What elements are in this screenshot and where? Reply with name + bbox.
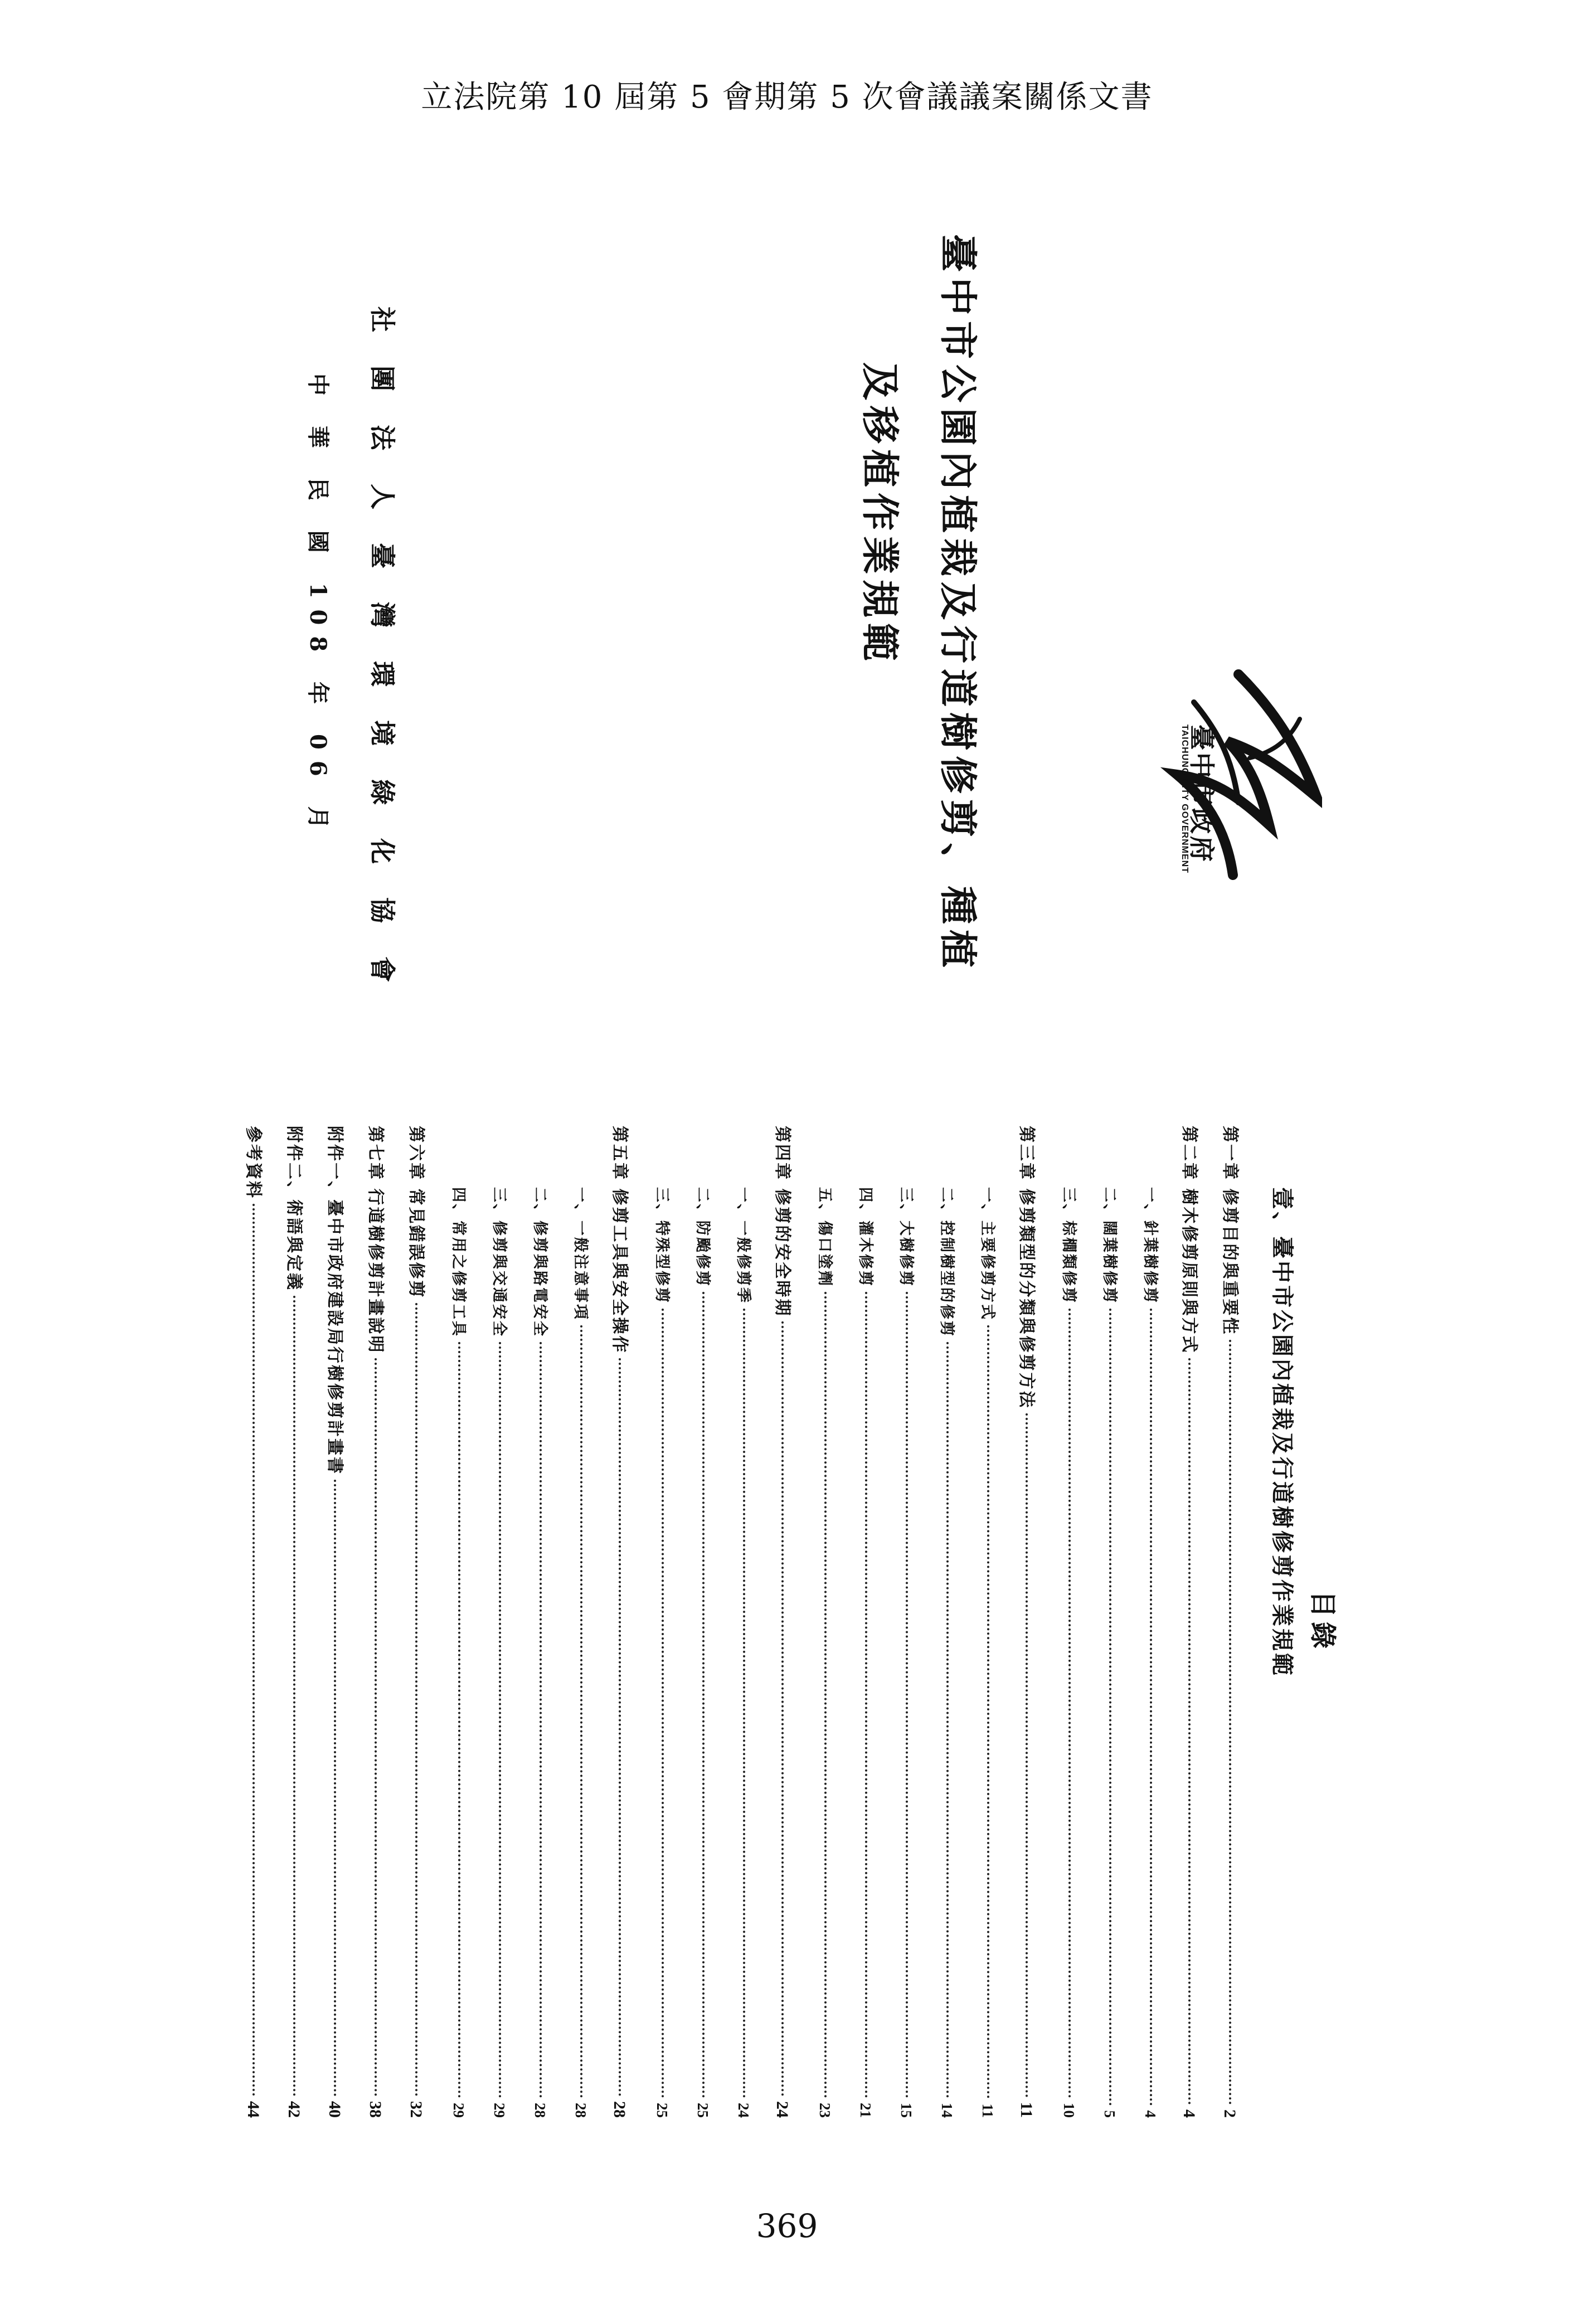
toc-entry-label: 一、一般修剪季 <box>735 1187 752 1304</box>
toc-entry-label: 五、傷口塗劑 <box>816 1187 833 1287</box>
toc-leader-dots <box>1026 1413 1028 2097</box>
toc-leader-dots <box>293 1296 295 2097</box>
toc-entry <box>1220 1126 1244 2118</box>
toc-entry-label: 四、常用之修剪工具 <box>450 1187 467 1338</box>
table-of-contents <box>230 1126 1344 2118</box>
toc-entry-page: 10 <box>1061 2103 1077 2118</box>
toc-entry-page: 2 <box>1221 2109 1239 2118</box>
logo-text: 臺中市政府 <box>1187 725 1217 864</box>
toc-entry <box>731 1126 756 2118</box>
toc-entry-page: 44 <box>244 2101 263 2118</box>
toc-leader-dots <box>743 1309 745 2098</box>
toc-leader-dots <box>702 1292 705 2098</box>
toc-entry <box>1016 1126 1041 2118</box>
cover-date: 中 華 民 國 108 年 06 月 <box>305 373 331 840</box>
cover-title-line2: 及移植作業規範 <box>857 362 902 667</box>
toc-entry-page: 24 <box>773 2101 791 2118</box>
toc-entry <box>813 1126 837 2118</box>
toc-leader-dots <box>1068 1309 1071 2098</box>
toc-entry <box>284 1126 308 2118</box>
toc-entry-label: 三、修剪與交通安全 <box>490 1187 508 1338</box>
toc-entry-label: 第四章 修剪的安全時期 <box>773 1126 792 1317</box>
toc-entry-label: 二、防颱修剪 <box>694 1187 711 1287</box>
toc-entry-label: 第七章 行道樹修剪計畫說明 <box>366 1126 385 1354</box>
toc-entry-page: 29 <box>450 2103 467 2118</box>
toc-heading: 目錄 <box>1307 1590 1338 1653</box>
toc-entry <box>324 1126 349 2118</box>
toc-entry-page: 25 <box>694 2103 711 2118</box>
toc-entry <box>1097 1126 1122 2118</box>
toc-entry-page: 15 <box>898 2103 915 2118</box>
toc-entry <box>609 1126 634 2118</box>
toc-entry <box>1179 1126 1203 2118</box>
toc-entry <box>487 1126 512 2118</box>
cover-page <box>230 234 1344 1070</box>
toc-entry-label: 三、大樹修剪 <box>897 1187 915 1287</box>
toc-entry-label: 一、主要修剪方式 <box>979 1187 996 1321</box>
toc-leader-dots <box>1229 1340 1231 2105</box>
toc-entry <box>365 1126 390 2118</box>
toc-leader-dots <box>865 1292 867 2098</box>
toc-entry-page: 21 <box>857 2103 874 2118</box>
toc-entry-page: 24 <box>735 2103 752 2118</box>
toc-entry-label: 四、灌木修剪 <box>857 1187 874 1287</box>
toc-entry-label: 三、特殊型修剪 <box>653 1187 671 1304</box>
toc-entry-label: 一、針葉樹修剪 <box>1141 1187 1159 1304</box>
toc-entry <box>935 1126 959 2118</box>
toc-leader-dots <box>375 1358 377 2097</box>
toc-entry <box>446 1126 471 2118</box>
toc-leader-dots <box>499 1342 501 2098</box>
toc-entry-label: 二、控制樹型的修剪 <box>938 1187 955 1338</box>
toc-entry-label: 一、一般注意事項 <box>572 1187 589 1321</box>
toc-entry <box>1057 1126 1081 2118</box>
toc-entry-page: 4 <box>1180 2109 1198 2118</box>
toc-entry <box>894 1126 919 2118</box>
toc-leader-dots <box>906 1292 908 2098</box>
toc-leader-dots <box>1188 1358 1191 2105</box>
rotated-scan <box>230 234 1344 2218</box>
toc-entry-page: 32 <box>407 2101 425 2118</box>
document-header: 立法院第 10 屆第 5 會期第 5 次會議議案關係文書 <box>421 79 1153 115</box>
toc-entry <box>528 1126 552 2118</box>
toc-leader-dots <box>781 1321 784 2097</box>
toc-entry <box>975 1126 1000 2118</box>
toc-entry-label: 第二章 樹木修剪原則與方式 <box>1179 1126 1199 1354</box>
toc-entry-page: 14 <box>939 2103 955 2118</box>
toc-entry-page: 28 <box>532 2103 548 2118</box>
cover-publisher: 社 團 法 人 臺 灣 環 境 綠 化 協 會 <box>367 307 397 995</box>
toc-entry-label: 參考資料 <box>244 1126 263 1199</box>
toc-leader-dots <box>415 1303 417 2097</box>
toc-leader-dots <box>946 1342 949 2098</box>
toc-entry-page: 28 <box>572 2103 589 2118</box>
toc-entry-page: 5 <box>1101 2110 1118 2118</box>
toc-entry <box>243 1126 268 2118</box>
toc-entry-label: 三、棕櫚類修剪 <box>1060 1187 1077 1304</box>
toc-entry-page: 23 <box>817 2103 833 2118</box>
toc-entry-label: 二、闊葉樹修剪 <box>1101 1187 1118 1304</box>
logo-subtext: TAICHUNG CITY GOVERNMENT <box>1180 725 1189 873</box>
toc-entry <box>1138 1126 1163 2118</box>
toc-entry-label: 附件二、術語與定義 <box>284 1126 304 1291</box>
toc-entry-label: 第五章 修剪工具與安全操作 <box>610 1126 629 1354</box>
toc-entry <box>406 1126 430 2118</box>
toc-entry <box>853 1126 878 2118</box>
toc-entry-page: 38 <box>366 2101 385 2118</box>
toc-leader-dots <box>252 1204 255 2097</box>
toc-leader-dots <box>1109 1309 1111 2106</box>
toc-entry-label: 第三章 修剪類型的分類與修剪方法 <box>1017 1126 1036 1409</box>
toc-leader-dots <box>987 1325 989 2099</box>
toc-entry-label: 第一章 修剪目的與重要性 <box>1220 1126 1240 1336</box>
cover-title-line1: 臺中市公園內植栽及行道樹修剪、種植 <box>935 234 980 974</box>
toc-entry-page: 42 <box>285 2101 303 2118</box>
toc-entry <box>650 1126 674 2118</box>
toc-leader-dots <box>824 1292 827 2098</box>
toc-leader-dots <box>662 1309 664 2098</box>
toc-leader-dots <box>580 1325 582 2098</box>
toc-entry <box>691 1126 715 2118</box>
toc-entry <box>569 1126 593 2118</box>
toc-entry-page: 28 <box>610 2101 629 2118</box>
toc-leader-dots <box>1150 1309 1152 2106</box>
toc-entry-page: 11 <box>979 2103 996 2118</box>
toc-leader-dots <box>334 1480 336 2097</box>
toc-leader-dots <box>619 1358 621 2097</box>
toc-leader-dots <box>540 1342 542 2098</box>
toc-entry-page: 25 <box>654 2103 671 2118</box>
toc-entry-label: 第六章 常見錯誤修剪 <box>406 1126 426 1299</box>
page-number: 369 <box>756 2207 818 2245</box>
toc-entry-page: 11 <box>1017 2102 1036 2118</box>
toc-section-title: 壹、臺中市公園內植栽及行道樹修剪作業規範 <box>1269 1187 1295 1678</box>
toc-entry <box>772 1126 796 2118</box>
toc-entry-page: 40 <box>326 2101 344 2118</box>
toc-entry-label: 附件一、臺中市政府建設局行樹修剪計畫書 <box>325 1126 344 1475</box>
toc-leader-dots <box>458 1342 460 2098</box>
toc-entry-page: 4 <box>1142 2110 1159 2118</box>
toc-entry-label: 二、修剪與路電安全 <box>531 1187 548 1338</box>
toc-entry-page: 29 <box>491 2103 508 2118</box>
